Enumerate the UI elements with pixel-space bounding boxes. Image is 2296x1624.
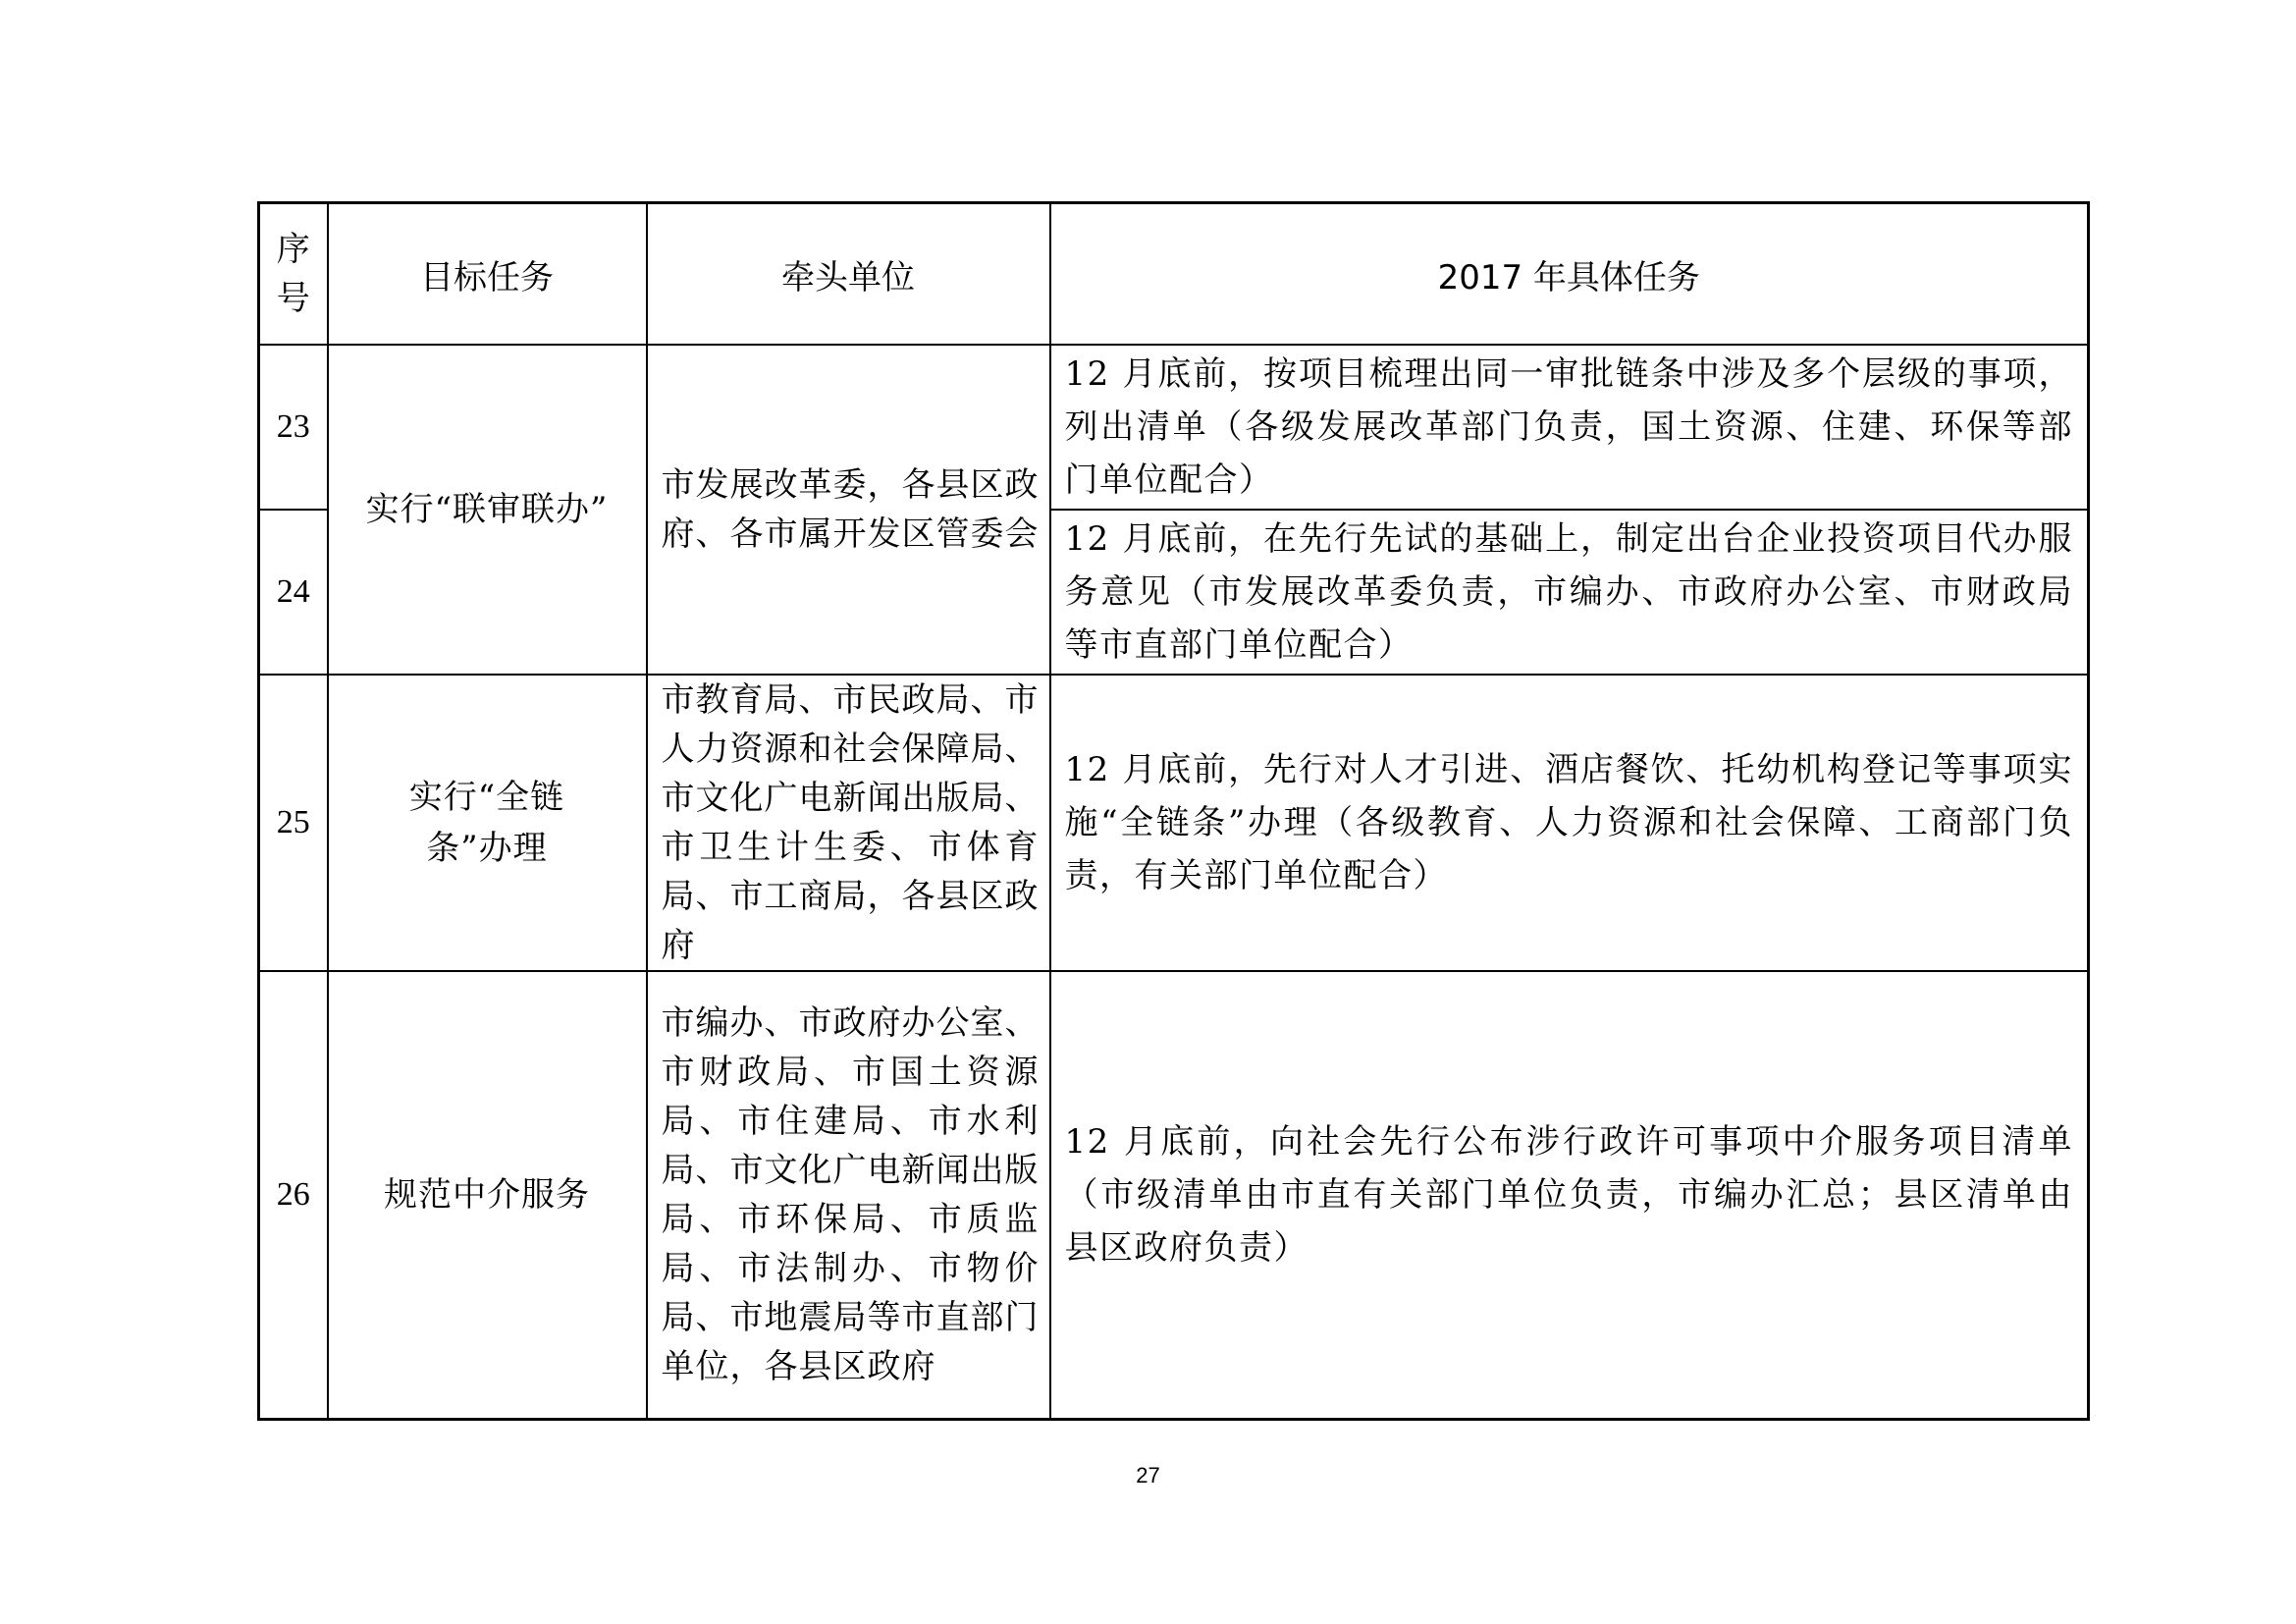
- page-number: 27: [1136, 1463, 1160, 1488]
- lead-cell: 市教育局、市民政局、市人力资源和社会保障局、市文化广电新闻出版局、市卫生计生委、市体育局、市工商局，各县区政府: [647, 675, 1050, 971]
- seq-cell: 26: [259, 971, 328, 1419]
- lead-cell: 市编办、市政府办公室、市财政局、市国土资源局、市住建局、市水利局、市文化广电新闻出版局、市环保局、市质监局、市法制办、市物价局、市地震局等市直部门单位，各县区政府: [647, 971, 1050, 1419]
- task-cell: 12 月底前，按项目梳理出同一审批链条中涉及多个层级的事项，列出清单（各级发展改革部门负责，国土资源、住建、环保等部门单位配合）: [1050, 345, 2089, 510]
- task-cell: 12 月底前，在先行先试的基础上，制定出台企业投资项目代办服务意见（市发展改革委负责，市编办、市政府办公室、市财政局等市直部门单位配合）: [1050, 510, 2089, 675]
- goal-cell: 实行“全链条”办理: [328, 675, 647, 971]
- seq-cell: 23: [259, 345, 328, 510]
- task-cell: 12 月底前，先行对人才引进、酒店餐饮、托幼机构登记等事项实施“全链条”办理（各级教育、人力资源和社会保障、工商部门负责，有关部门单位配合）: [1050, 675, 2089, 971]
- table-row: [259, 675, 2089, 971]
- lead-cell: 市发展改革委，各县区政府、各市属开发区管委会: [647, 345, 1050, 675]
- seq-cell: 25: [259, 675, 328, 971]
- table-row: [259, 345, 2089, 510]
- table-row: [259, 971, 2089, 1419]
- goal-cell: 规范中介服务: [328, 971, 647, 1419]
- header-goal: 目标任务: [328, 203, 647, 346]
- seq-cell: 24: [259, 510, 328, 675]
- task-table: [257, 201, 2090, 1421]
- header-tasks: 2017 年具体任务: [1050, 203, 2089, 346]
- header-seq: 序号: [259, 203, 328, 346]
- task-cell: 12 月底前，向社会先行公布涉行政许可事项中介服务项目清单（市级清单由市直有关部门单位负责，市编办汇总；县区清单由县区政府负责）: [1050, 971, 2089, 1419]
- goal-cell: 实行“联审联办”: [328, 345, 647, 675]
- header-row: [259, 203, 2089, 346]
- header-lead: 牵头单位: [647, 203, 1050, 346]
